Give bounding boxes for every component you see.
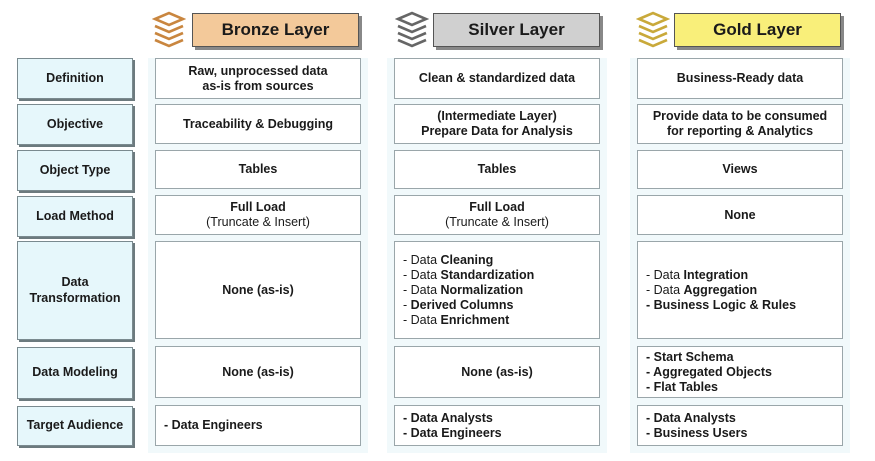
bronze-load-method-line: (Truncate & Insert) [206,215,310,229]
gold-target-audience-cell [637,405,843,446]
gold-data-transformation-cell [637,241,843,339]
list-item: - Derived Columns [403,297,514,312]
silver-objective-line: Prepare Data for Analysis [421,124,573,138]
list-item: - Data Normalization [403,282,524,297]
bronze-data-transformation-cell: None (as-is) [155,241,361,339]
silver-layer-title: Silver Layer [433,13,600,47]
bronze-layer-title: Bronze Layer [192,13,359,47]
gold-layer-header [636,11,846,49]
list-item: - Flat Tables [646,379,719,394]
silver-data-modeling-cell: None (as-is) [394,346,600,398]
stacked-layers-icon [152,11,186,49]
list-item: - Data Cleaning [403,252,494,267]
silver-load-method-line: (Truncate & Insert) [445,215,549,229]
silver-objective-cell [394,104,600,144]
row-label-line: Transformation [29,290,121,305]
gold-data-modeling-cell [637,346,843,398]
silver-target-audience-cell [394,405,600,446]
list-item: - Business Users [646,425,748,440]
silver-load-method-line: Full Load [469,200,525,214]
row-label-object-type: Object Type [17,150,133,191]
list-item: - Data Analysts [646,410,736,425]
bronze-definition-line: Raw, unprocessed data [188,63,328,78]
silver-load-method-cell [394,195,600,235]
silver-object-type-cell: Tables [394,150,600,189]
list-item: - Data Engineers [403,425,502,440]
bronze-target-audience-cell: - Data Engineers [155,405,361,446]
gold-layer-title: Gold Layer [674,13,841,47]
bronze-definition-cell [155,58,361,99]
stacked-layers-icon [636,11,670,49]
row-label-line: Data [61,274,89,289]
silver-data-transformation-cell [394,241,600,339]
list-item: - Start Schema [646,349,734,364]
bronze-objective-cell: Traceability & Debugging [155,104,361,144]
row-label-target-audience: Target Audience [17,406,133,446]
list-item: - Data Integration [646,267,749,282]
list-item: - Data Standardization [403,267,535,282]
list-item: - Data Analysts [403,410,493,425]
row-label-data-transformation [17,241,133,340]
silver-definition-cell: Clean & standardized data [394,58,600,99]
row-label-data-modeling: Data Modeling [17,347,133,399]
row-label-objective: Objective [17,104,133,145]
bronze-definition-line: as-is from sources [202,78,314,93]
gold-definition-cell: Business-Ready data [637,58,843,99]
bronze-load-method-cell [155,195,361,235]
gold-load-method-cell: None [637,195,843,235]
list-item: - Aggregated Objects [646,364,772,379]
silver-layer-header [395,11,605,49]
row-label-load-method: Load Method [17,196,133,237]
list-item: - Business Logic & Rules [646,297,797,312]
gold-objective-line: Provide data to be consumed [652,109,828,123]
row-label-definition: Definition [17,58,133,99]
list-item: - Data Aggregation [646,282,758,297]
list-item: - Data Enrichment [403,312,510,327]
gold-object-type-cell: Views [637,150,843,189]
stacked-layers-icon [395,11,429,49]
gold-objective-cell [637,104,843,144]
bronze-object-type-cell: Tables [155,150,361,189]
gold-objective-line: for reporting & Analytics [666,124,814,138]
bronze-data-modeling-cell: None (as-is) [155,346,361,398]
bronze-layer-header [152,11,362,49]
silver-objective-line: (Intermediate Layer) [437,109,557,123]
bronze-load-method-line: Full Load [230,200,286,214]
